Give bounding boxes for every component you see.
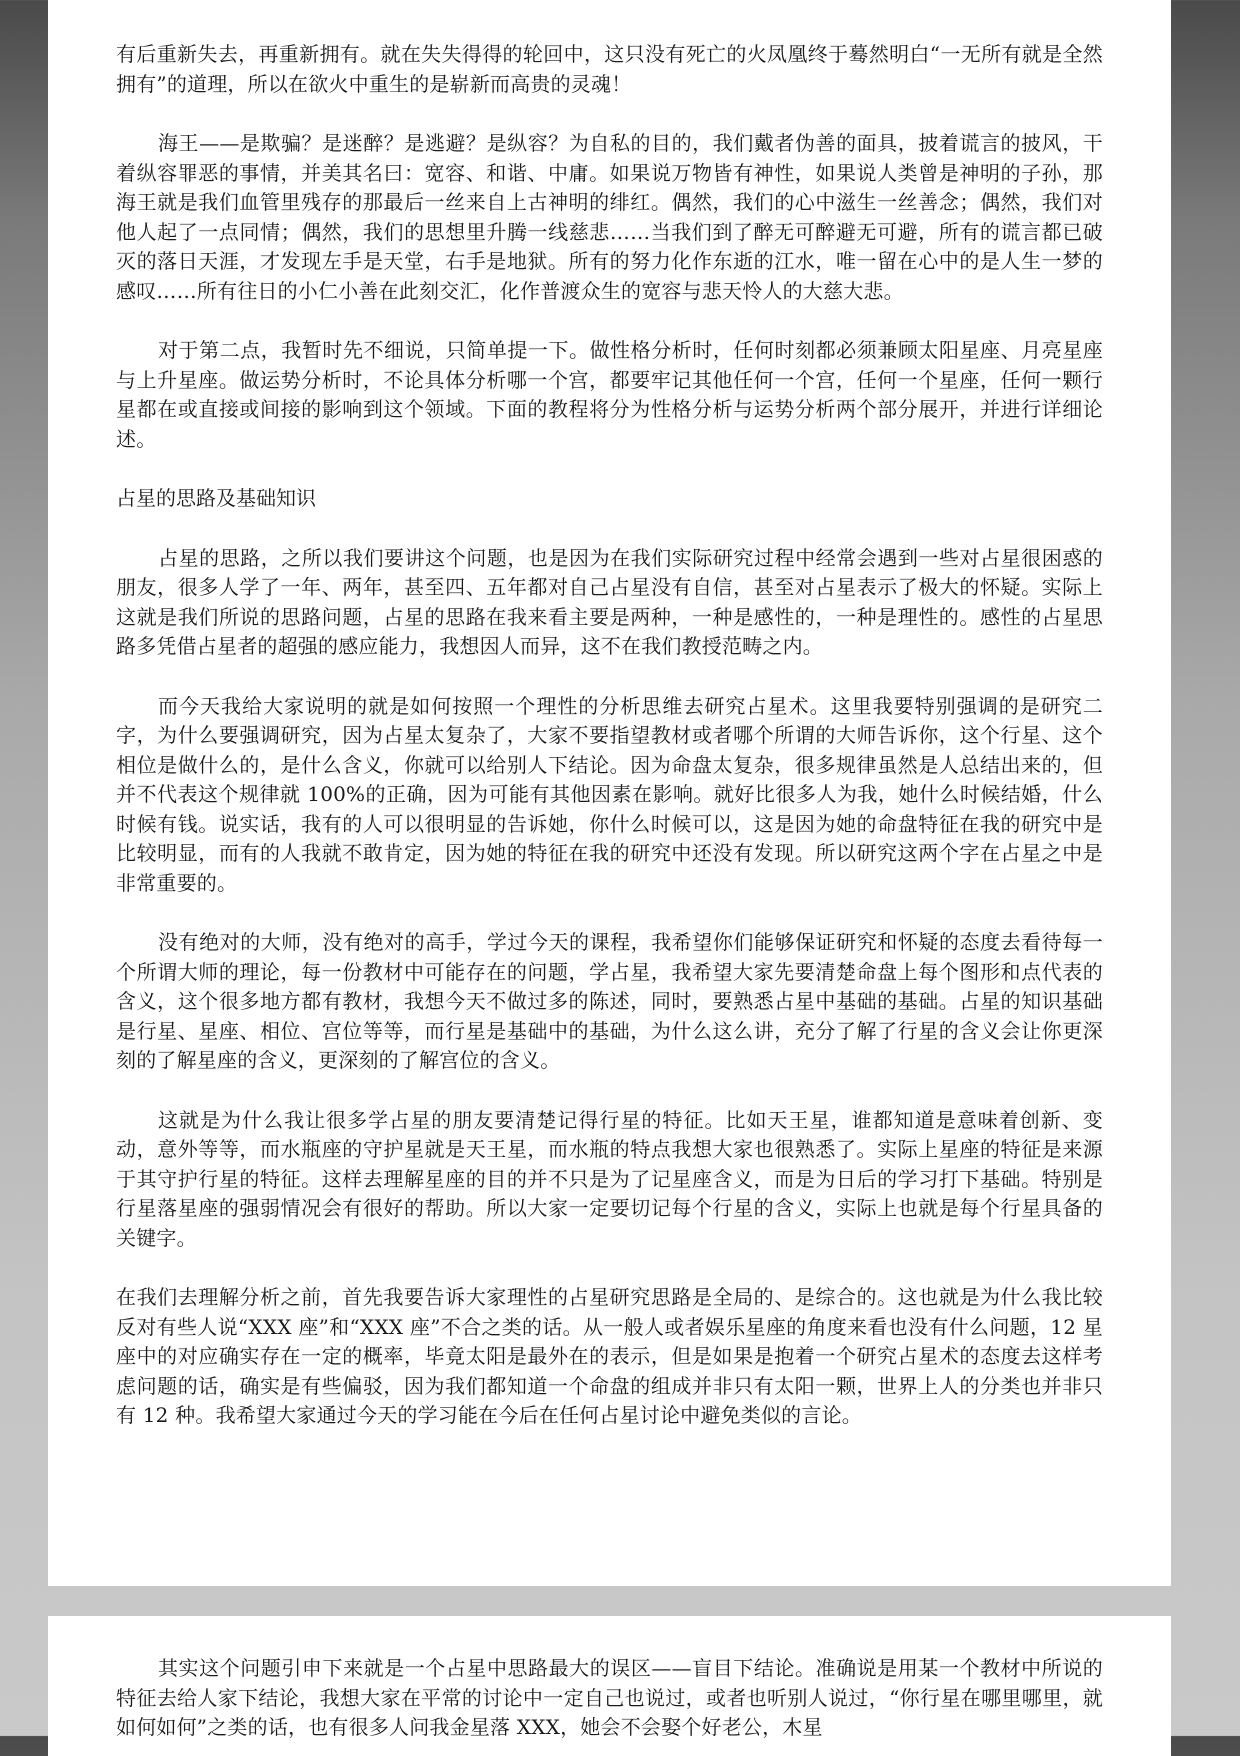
paragraph-1: 有后重新失去，再重新拥有。就在失失得得的轮回中，这只没有死亡的火凤凰终于蓦然明白“一无所有就是全然拥有”的道理，所以在欲火中重生的是崭新而高贵的灵魂！ bbox=[116, 42, 1103, 96]
paragraph-9: 其实这个问题引申下来就是一个占星中思路最大的误区——盲目下结论。准确说是用某一个教材中所说的特征去给人家下结论，我想大家在平常的讨论中一定自己也说过，或者也听别人说过，“你行星在哪里哪里，就如何如何”之类的话，也有很多人问我金星落 XXX，她会不会娶个好老公，木星 bbox=[116, 1656, 1103, 1739]
paragraph-2: 海王——是欺骗？是迷醉？是逃避？是纵容？为自私的目的，我们戴者伪善的面具，披着谎言的披风，干着纵容罪恶的事情，并美其名曰：宽容、和谐、中庸。如果说万物皆有神性，如果说人类曾是神明的子孙，那海王就是我们血管里残存的那最后一丝来自上古神明的绯红。偶然，我们的心中滋生一丝善念；偶然，我们对他人起了一点同情；偶然，我们的思想里升腾一线慈悲……当我们到了醉无可醉避无可避，所有的谎言都已破灭的落日天涯，才发现左手是天堂，右手是地狱。所有的努力化作东逝的江水，唯一留在心中的是人生一梦的感叹……所有往日的小仁小善在此刻交汇，化作普渡众生的宽容与悲天怜人的大慈大悲。 bbox=[116, 131, 1103, 303]
paragraph-7: 这就是为什么我让很多学占星的朋友要清楚记得行星的特征。比如天王星，谁都知道是意味着创新、变动，意外等等，而水瓶座的守护星就是天王星，而水瓶的特点我想大家也很熟悉了。实际上星座的特征是来源于其守护行星的特征。这样去理解星座的目的并不只是为了记星座含义，而是为日后的学习打下基础。特别是行星落星座的强弱情况会有很好的帮助。所以大家一定要切记每个行星的含义，实际上也就是每个行星具备的关键字。 bbox=[116, 1107, 1103, 1250]
paragraph-4: 占星的思路，之所以我们要讲这个问题，也是因为在我们实际研究过程中经常会遇到一些对占星很困惑的朋友，很多人学了一年、两年，甚至四、五年都对自己占星没有自信，甚至对占星表示了极大的怀疑。实际上这就是我们所说的思路问题，占星的思路在我来看主要是两种，一种是感性的，一种是理性的。感性的占星思路多凭借占星者的超强的感应能力，我想因人而异，这不在我们教授范畴之内。 bbox=[116, 545, 1103, 658]
paragraph-8: 在我们去理解分析之前，首先我要告诉大家理性的占星研究思路是全局的、是综合的。这也就是为什么我比较反对有些人说“XXX 座”和“XXX 座”不合之类的话。从一般人或者娱乐星座的角度来看也没有什么问题，12 星座中的对应确实存在一定的概率，毕竟太阳是最外在的表示，但是如果是抱着一个研究占星术的态度去这样考虑问题的话，确实是有些偏驳，因为我们都知道一个命盘的组成并非只有太阳一颗，世界上人的分类也并非只有 12 种。我希望大家通过今天的学习能在今后在任何占星讨论中避免类似的言论。 bbox=[116, 1285, 1103, 1427]
paragraph-5: 而今天我给大家说明的就是如何按照一个理性的分析思维去研究占星术。这里我要特别强调的是研究二字，为什么要强调研究，因为占星太复杂了，大家不要指望教材或者哪个所谓的大师告诉你，这个行星、这个相位是做什么的，是什么含义，你就可以给别人下结论。因为命盘太复杂，很多规律虽然是人总结出来的，但并不代表这个规律就 100%的正确，因为可能有其他因素在影响。就好比很多人为我，她什么时候结婚，什么时候有钱。说实话，我有的人可以很明显的告诉她，你什么时候可以，这是因为她的命盘特征在我的研究中是比较明显，而有的人我就不敢肯定，因为她的特征在我的研究中还没有发现。所以研究这两个字在占星之中是非常重要的。 bbox=[116, 693, 1103, 895]
paragraph-3: 对于第二点，我暂时先不细说，只简单提一下。做性格分析时，任何时刻都必须兼顾太阳星座、月亮星座与上升星座。做运势分析时，不论具体分析哪一个宫，都要牢记其他任何一个宫，任何一个星座，任何一颗行星都在或直接或间接的影响到这个领域。下面的教程将分为性格分析与运势分析两个部分展开，并进行详细论述。 bbox=[116, 338, 1103, 451]
document-page-2 bbox=[48, 1616, 1171, 1756]
document-page-1 bbox=[48, 0, 1171, 1586]
section-heading: 占星的思路及基础知识 bbox=[116, 486, 316, 510]
paragraph-6: 没有绝对的大师，没有绝对的高手，学过今天的课程，我希望你们能够保证研究和怀疑的态度去看待每一个所谓大师的理论，每一份教材中可能存在的问题，学占星，我希望大家先要清楚命盘上每个图形和点代表的含义，这个很多地方都有教材，我想今天不做过多的陈述，同时，要熟悉占星中基础的基础。占星的知识基础是行星、星座、相位、宫位等等，而行星是基础中的基础，为什么这么讲，充分了解了行星的含义会让你更深刻的了解星座的含义，更深刻的了解宫位的含义。 bbox=[116, 930, 1103, 1072]
page-2-visible-area bbox=[116, 1654, 1103, 1744]
